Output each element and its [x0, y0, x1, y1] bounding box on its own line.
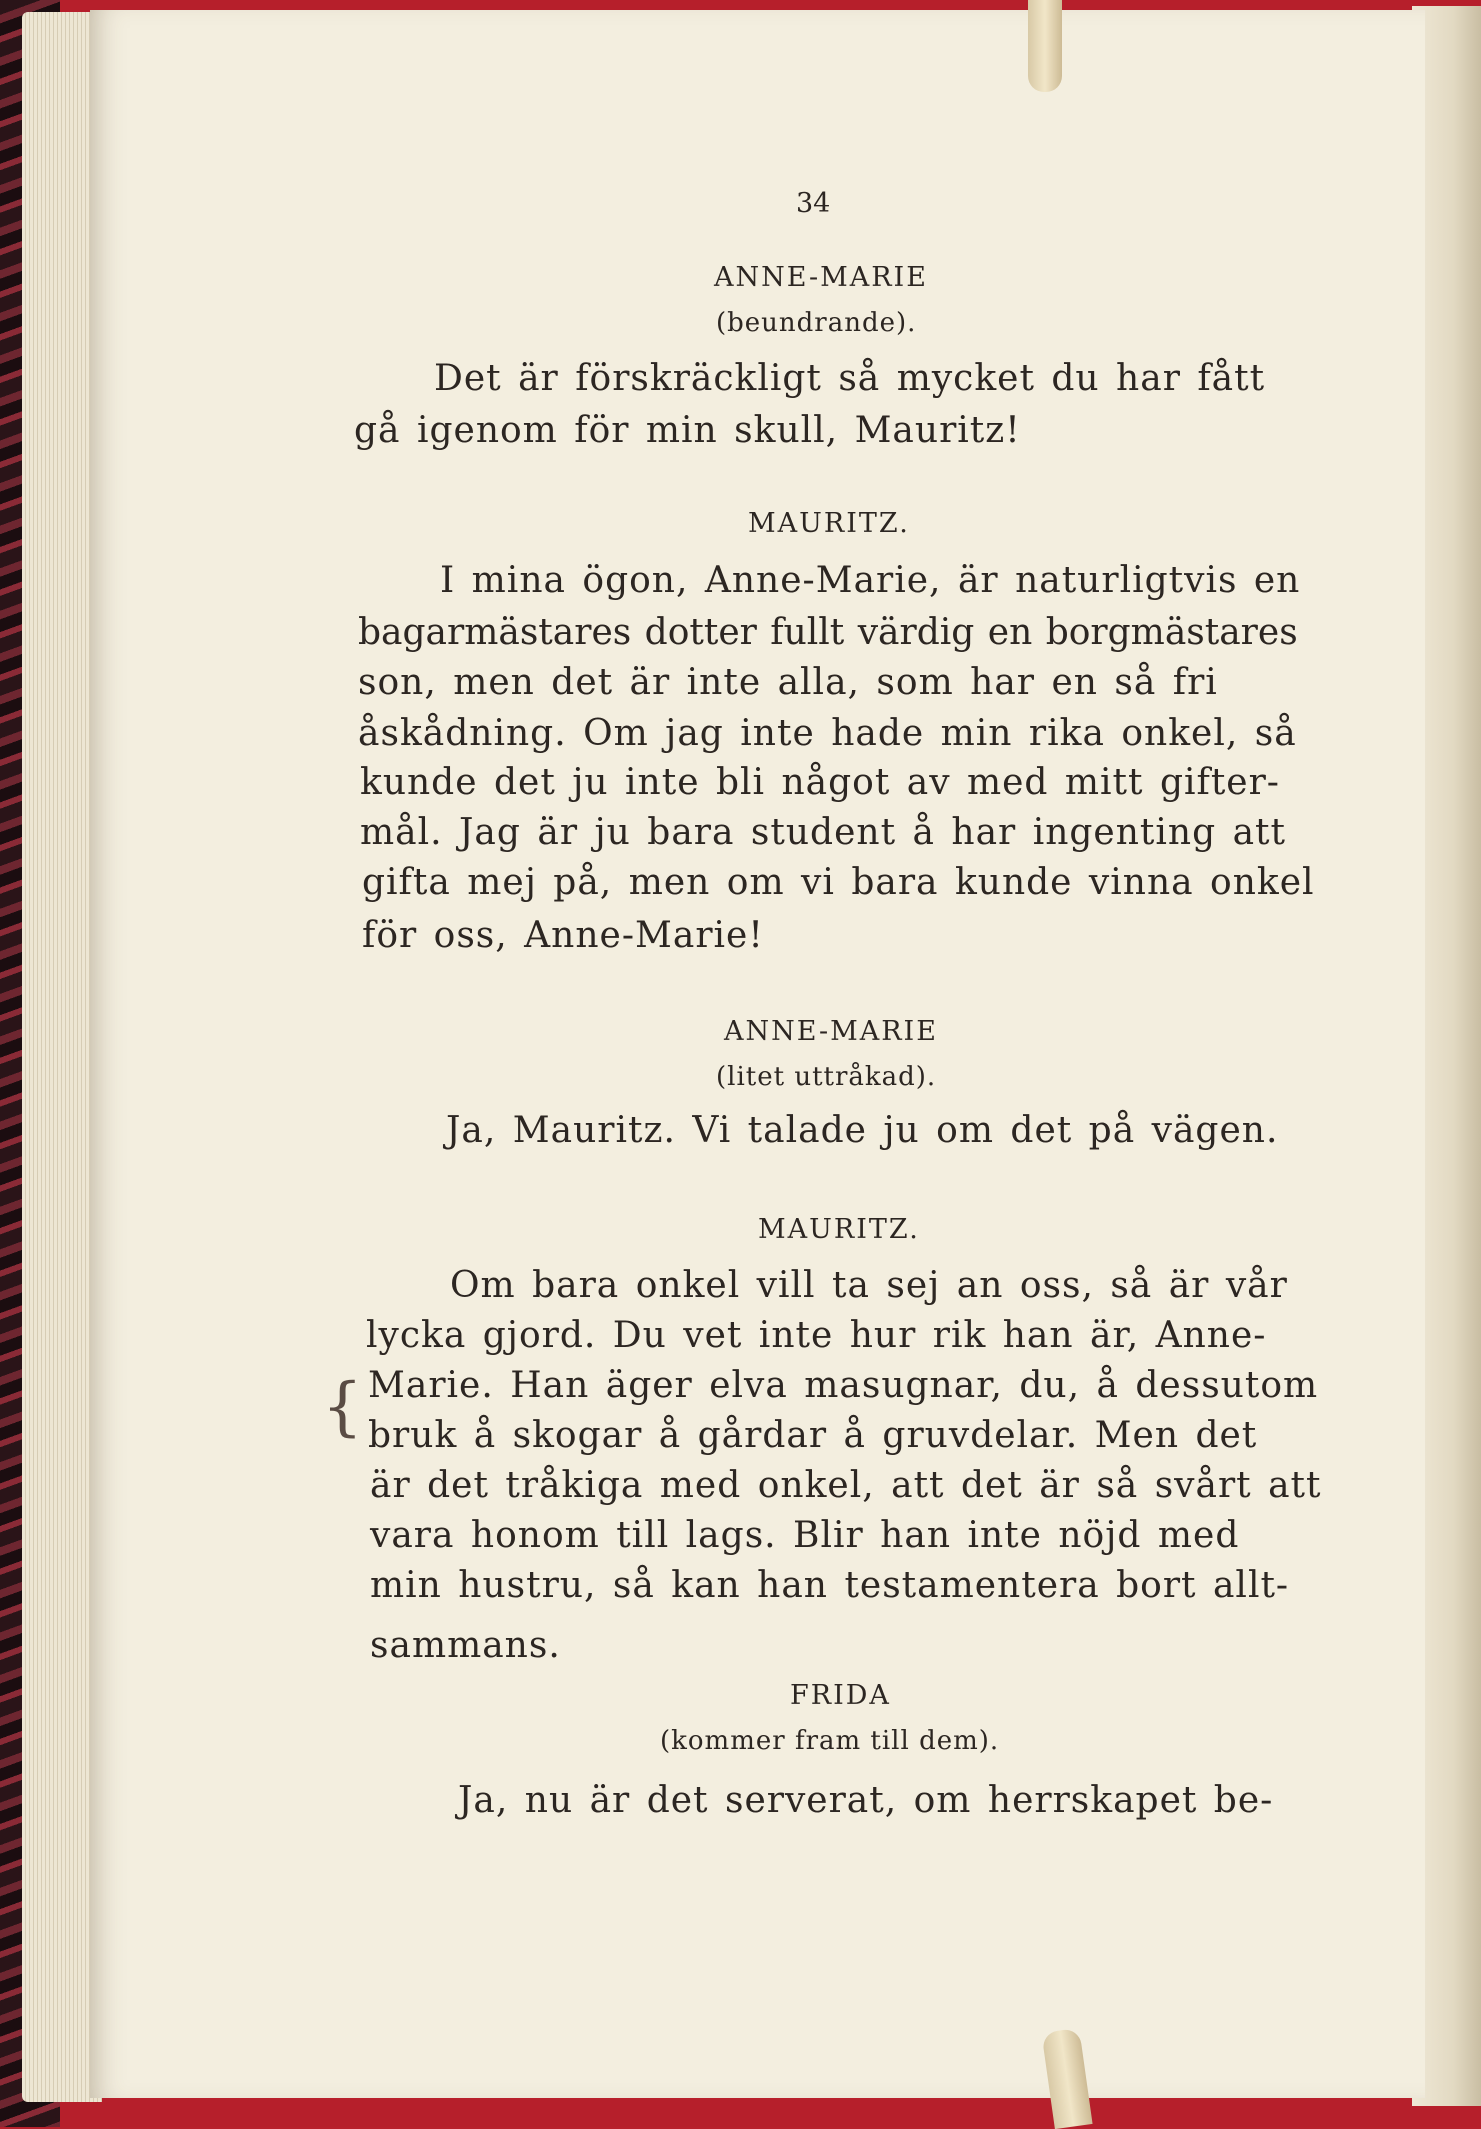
- dialogue-line: sammans.: [370, 1625, 561, 1666]
- dialogue-line: Ja, Mauritz. Vi talade ju om det på vägen.: [446, 1110, 1279, 1151]
- pencil-margin-brace: {: [322, 1370, 363, 1444]
- speaker-name: ANNE-MARIE: [724, 1016, 938, 1047]
- dialogue-line: Det är förskräckligt så mycket du har fått: [434, 358, 1266, 399]
- dialogue-line: för oss, Anne-Marie!: [362, 915, 764, 956]
- speaker-name: FRIDA: [790, 1680, 891, 1711]
- stage-direction: (kommer fram till dem).: [660, 1726, 1000, 1756]
- dialogue-line: min hustru, så kan han testamentera bort allt-: [370, 1565, 1290, 1606]
- speaker-name: ANNE-MARIE: [714, 262, 928, 293]
- dialogue-line: gifta mej på, men om vi bara kunde vinna onkel: [362, 862, 1315, 903]
- dialogue-line: Ja, nu är det serverat, om herrskapet be-: [458, 1780, 1274, 1821]
- speaker-name: MAURITZ.: [748, 508, 910, 539]
- book-cover-bottom: [0, 2100, 1481, 2127]
- dialogue-line: kunde det ju inte bli något av med mitt gifter-: [360, 762, 1280, 803]
- dialogue-line: Om bara onkel vill ta sej an oss, så är vår: [450, 1265, 1288, 1306]
- dialogue-line: mål. Jag är ju bara student å har ingenting att: [360, 812, 1286, 853]
- dialogue-line: son, men det är inte alla, som har en så fri: [358, 662, 1218, 703]
- speaker-name: MAURITZ.: [758, 1214, 920, 1245]
- dialogue-line: lycka gjord. Du vet inte hur rik han är, Anne-: [366, 1315, 1267, 1356]
- dialogue-line: bruk å skogar å gårdar å gruvdelar. Men det: [368, 1415, 1258, 1456]
- dialogue-line: bagarmästares dotter fullt värdig en borgmästares: [358, 612, 1298, 653]
- page-number: 34: [796, 188, 831, 219]
- stage-direction: (beundrande).: [716, 308, 917, 338]
- dialogue-line: I mina ögon, Anne-Marie, är naturligtvis en: [440, 560, 1301, 601]
- dialogue-line: åskådning. Om jag inte hade min rika onkel, så: [358, 713, 1297, 754]
- dialogue-line: är det tråkiga med onkel, att det är så svårt att: [370, 1465, 1322, 1506]
- dialogue-line: Marie. Han äger elva masugnar, du, å dessutom: [368, 1365, 1319, 1406]
- dialogue-line: vara honom till lags. Blir han inte nöjd med: [370, 1515, 1240, 1556]
- stage-direction: (litet uttråkad).: [716, 1062, 937, 1092]
- dialogue-line: gå igenom för min skull, Mauritz!: [354, 410, 1021, 451]
- ribbon-bookmark-top: [1028, 0, 1062, 92]
